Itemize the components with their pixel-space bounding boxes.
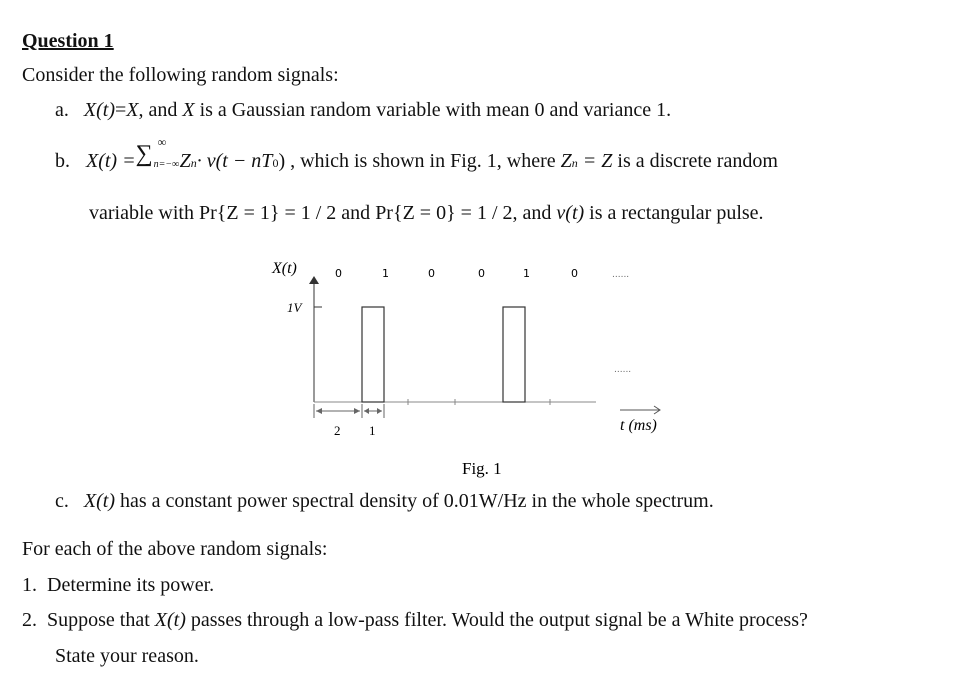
item-a-x: X [126,99,139,121]
item-b-rest2: is a discrete random [612,150,778,172]
intro-text: Consider the following random signals: [22,64,339,86]
item-c-marker: c. [55,490,69,512]
q2-marker: 2. [22,609,37,631]
item-b-z: Z [179,150,191,172]
item-b-pr2: Pr{Z = 0} = 1 / 2 [375,202,513,224]
bit-label: 0 [428,267,435,280]
q1-marker: 1. [22,574,37,596]
item-c [55,490,714,513]
bit-label: 1 [523,267,530,280]
item-b-pr1: Pr{Z = 1} = 1 / 2 [198,202,337,224]
ellipsis-top: ...... [612,270,630,280]
item-b-marker: b. [55,150,70,172]
level-label: 1V [287,300,302,315]
dim-arrow [316,408,322,414]
item-b-rest1: , which is shown in Fig. 1, where [285,150,561,172]
figure-1 [0,252,966,482]
pulse-2 [503,307,525,402]
item-c-rest: has a constant power spectral density of 0.01W/Hz in the whole spectrum. [114,490,714,512]
for-each-text: For each of the above random signals: [22,538,328,560]
sum-symbol: ∑ [135,141,153,167]
sum-block [135,135,180,170]
dim-period-label: 2 [334,423,341,438]
x-label: t (ms) [620,417,657,434]
item-b-eqz: = Z [577,150,613,172]
item-b-z-sub: n [190,156,197,170]
y-axis-arrow [309,276,319,284]
item-b-line2-a: variable with [89,202,199,224]
item-b-v: · v(t − nT [196,150,273,172]
item-a-marker: a. [55,99,69,121]
item-b-and: and [336,202,376,224]
item-b-zn-sub: n [571,156,578,170]
bit-label: 0 [478,267,485,280]
bit-label: 0 [335,267,342,280]
q2-text: Suppose that [47,609,155,631]
q2-xt: X(t) [154,609,186,631]
dim-pulse-label: 1 [369,423,376,438]
item-a-xt: X(t) [83,99,115,121]
q2-continuation: State your reason. [55,645,199,667]
dim-arrow [354,408,360,414]
q2 [22,609,808,632]
bit-label: 0 [571,267,578,280]
bit-label: 1 [382,267,389,280]
item-b-zn: Z [560,150,572,172]
q2-text2: passes through a low-pass filter. Would the output signal be a White process? [185,609,808,631]
dim-arrow [364,408,369,414]
item-a-eq: = [114,99,127,121]
q1-text: Determine its power. [47,574,215,596]
item-b-line2-c: is a rectangular pulse. [584,202,764,224]
item-a-x2: X [182,99,195,121]
sum-upper: ∞ [157,135,167,149]
item-b-line2-b: , and [512,202,557,224]
figure-caption: Fig. 1 [462,459,502,478]
item-c-xt: X(t) [83,490,115,512]
item-b-line1 [55,135,950,173]
dim-arrow [377,408,382,414]
q1 [22,574,214,597]
y-label: X(t) [272,260,297,277]
question-title: Question 1 [22,30,114,52]
item-a [55,99,671,122]
item-b-line2 [89,202,764,225]
item-b-t-sub: 0 [272,156,279,170]
sum-lower: n=−∞ [153,159,180,170]
item-b-close: ) [278,150,286,172]
item-a-mid: , and [138,99,183,121]
item-b-formula-lhs: X(t) = [86,150,136,172]
item-b-vt: v(t) [556,202,585,224]
pulse-1 [362,307,384,402]
ellipsis-mid: ...... [614,365,632,375]
item-a-rest: is a Gaussian random variable with mean 0 and variance 1. [194,99,672,121]
